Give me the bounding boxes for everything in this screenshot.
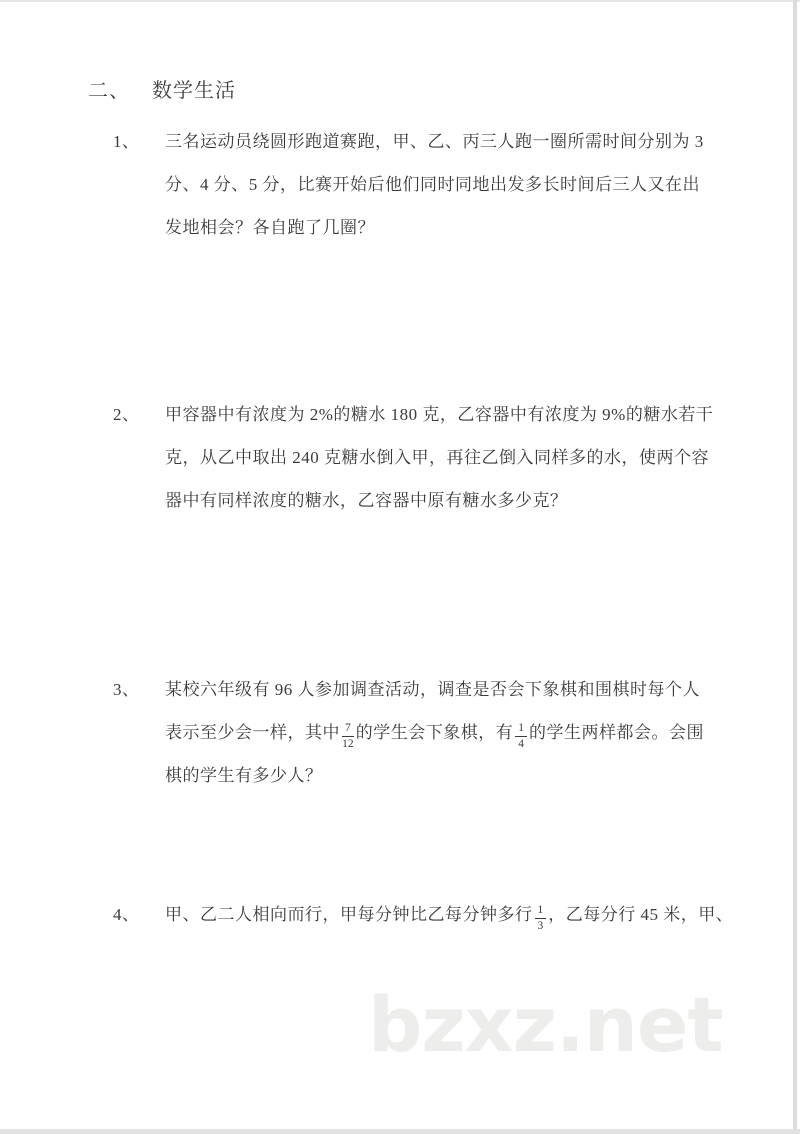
section-number: 二、 [88, 78, 130, 102]
problem-text: 的学生两样都会。会围 [529, 723, 704, 742]
problem [113, 393, 753, 522]
section-title: 数学生活 [152, 78, 236, 102]
problem-text: 的学生会下象棋，有 [355, 723, 514, 742]
page-bottom-edge [0, 1129, 800, 1134]
problem [113, 668, 753, 797]
problem-line [113, 163, 753, 206]
problem-text: ，乙每分行 45 米，甲、 [548, 905, 734, 924]
problem-number: 3、 [113, 680, 140, 699]
fraction [515, 722, 527, 751]
page-top-edge [0, 0, 800, 2]
fraction-numerator: 1 [515, 722, 527, 737]
problem [113, 893, 753, 936]
problem-line [113, 893, 753, 936]
problem-number: 4、 [113, 905, 140, 924]
problem-line [113, 711, 753, 754]
problem-number: 2、 [113, 405, 140, 424]
problem-line [113, 436, 753, 479]
fraction-denominator: 12 [342, 738, 354, 750]
fraction [535, 904, 547, 933]
problem-text: 分、4 分、5 分，比赛开始后他们同时同地出发多长时间后三人又在出 [165, 175, 700, 194]
fraction [342, 722, 354, 751]
problem-text: 某校六年级有 96 人参加调查活动，调查是否会下象棋和围棋时每个人 [165, 680, 700, 699]
problem-text: 发地相会？各自跑了几圈？ [165, 218, 375, 237]
section-heading [88, 74, 236, 103]
fraction-numerator: 7 [342, 722, 354, 737]
problem-line [113, 393, 753, 436]
watermark: bzxz.net [368, 980, 723, 1069]
fraction-denominator: 4 [518, 738, 524, 750]
problem-line [113, 206, 753, 249]
problem-number: 1、 [113, 132, 140, 151]
problem-text: 三名运动员绕圆形跑道赛跑，甲、乙、丙三人跑一圈所需时间分别为 3 [165, 132, 704, 151]
problem-text: 表示至少会一样，其中 [165, 723, 340, 742]
fraction-numerator: 1 [535, 904, 547, 919]
page-right-edge [793, 0, 797, 1134]
problem-line [113, 668, 753, 711]
problem-text: 甲、乙二人相向而行，甲每分钟比乙每分钟多行 [165, 905, 533, 924]
fraction-denominator: 3 [537, 920, 544, 932]
problem-text: 棋的学生有多少人？ [165, 766, 323, 785]
problem-text: 甲容器中有浓度为 2%的糖水 180 克，乙容器中有浓度为 9%的糖水若干 [165, 405, 714, 424]
problem-line [113, 120, 753, 163]
problem-text: 器中有同样浓度的糖水，乙容器中原有糖水多少克？ [165, 491, 568, 510]
problem [113, 120, 753, 249]
problem-line [113, 754, 753, 797]
problem-text: 克，从乙中取出 240 克糖水倒入甲，再往乙倒入同样多的水，使两个容 [165, 448, 709, 467]
problem-line [113, 479, 753, 522]
